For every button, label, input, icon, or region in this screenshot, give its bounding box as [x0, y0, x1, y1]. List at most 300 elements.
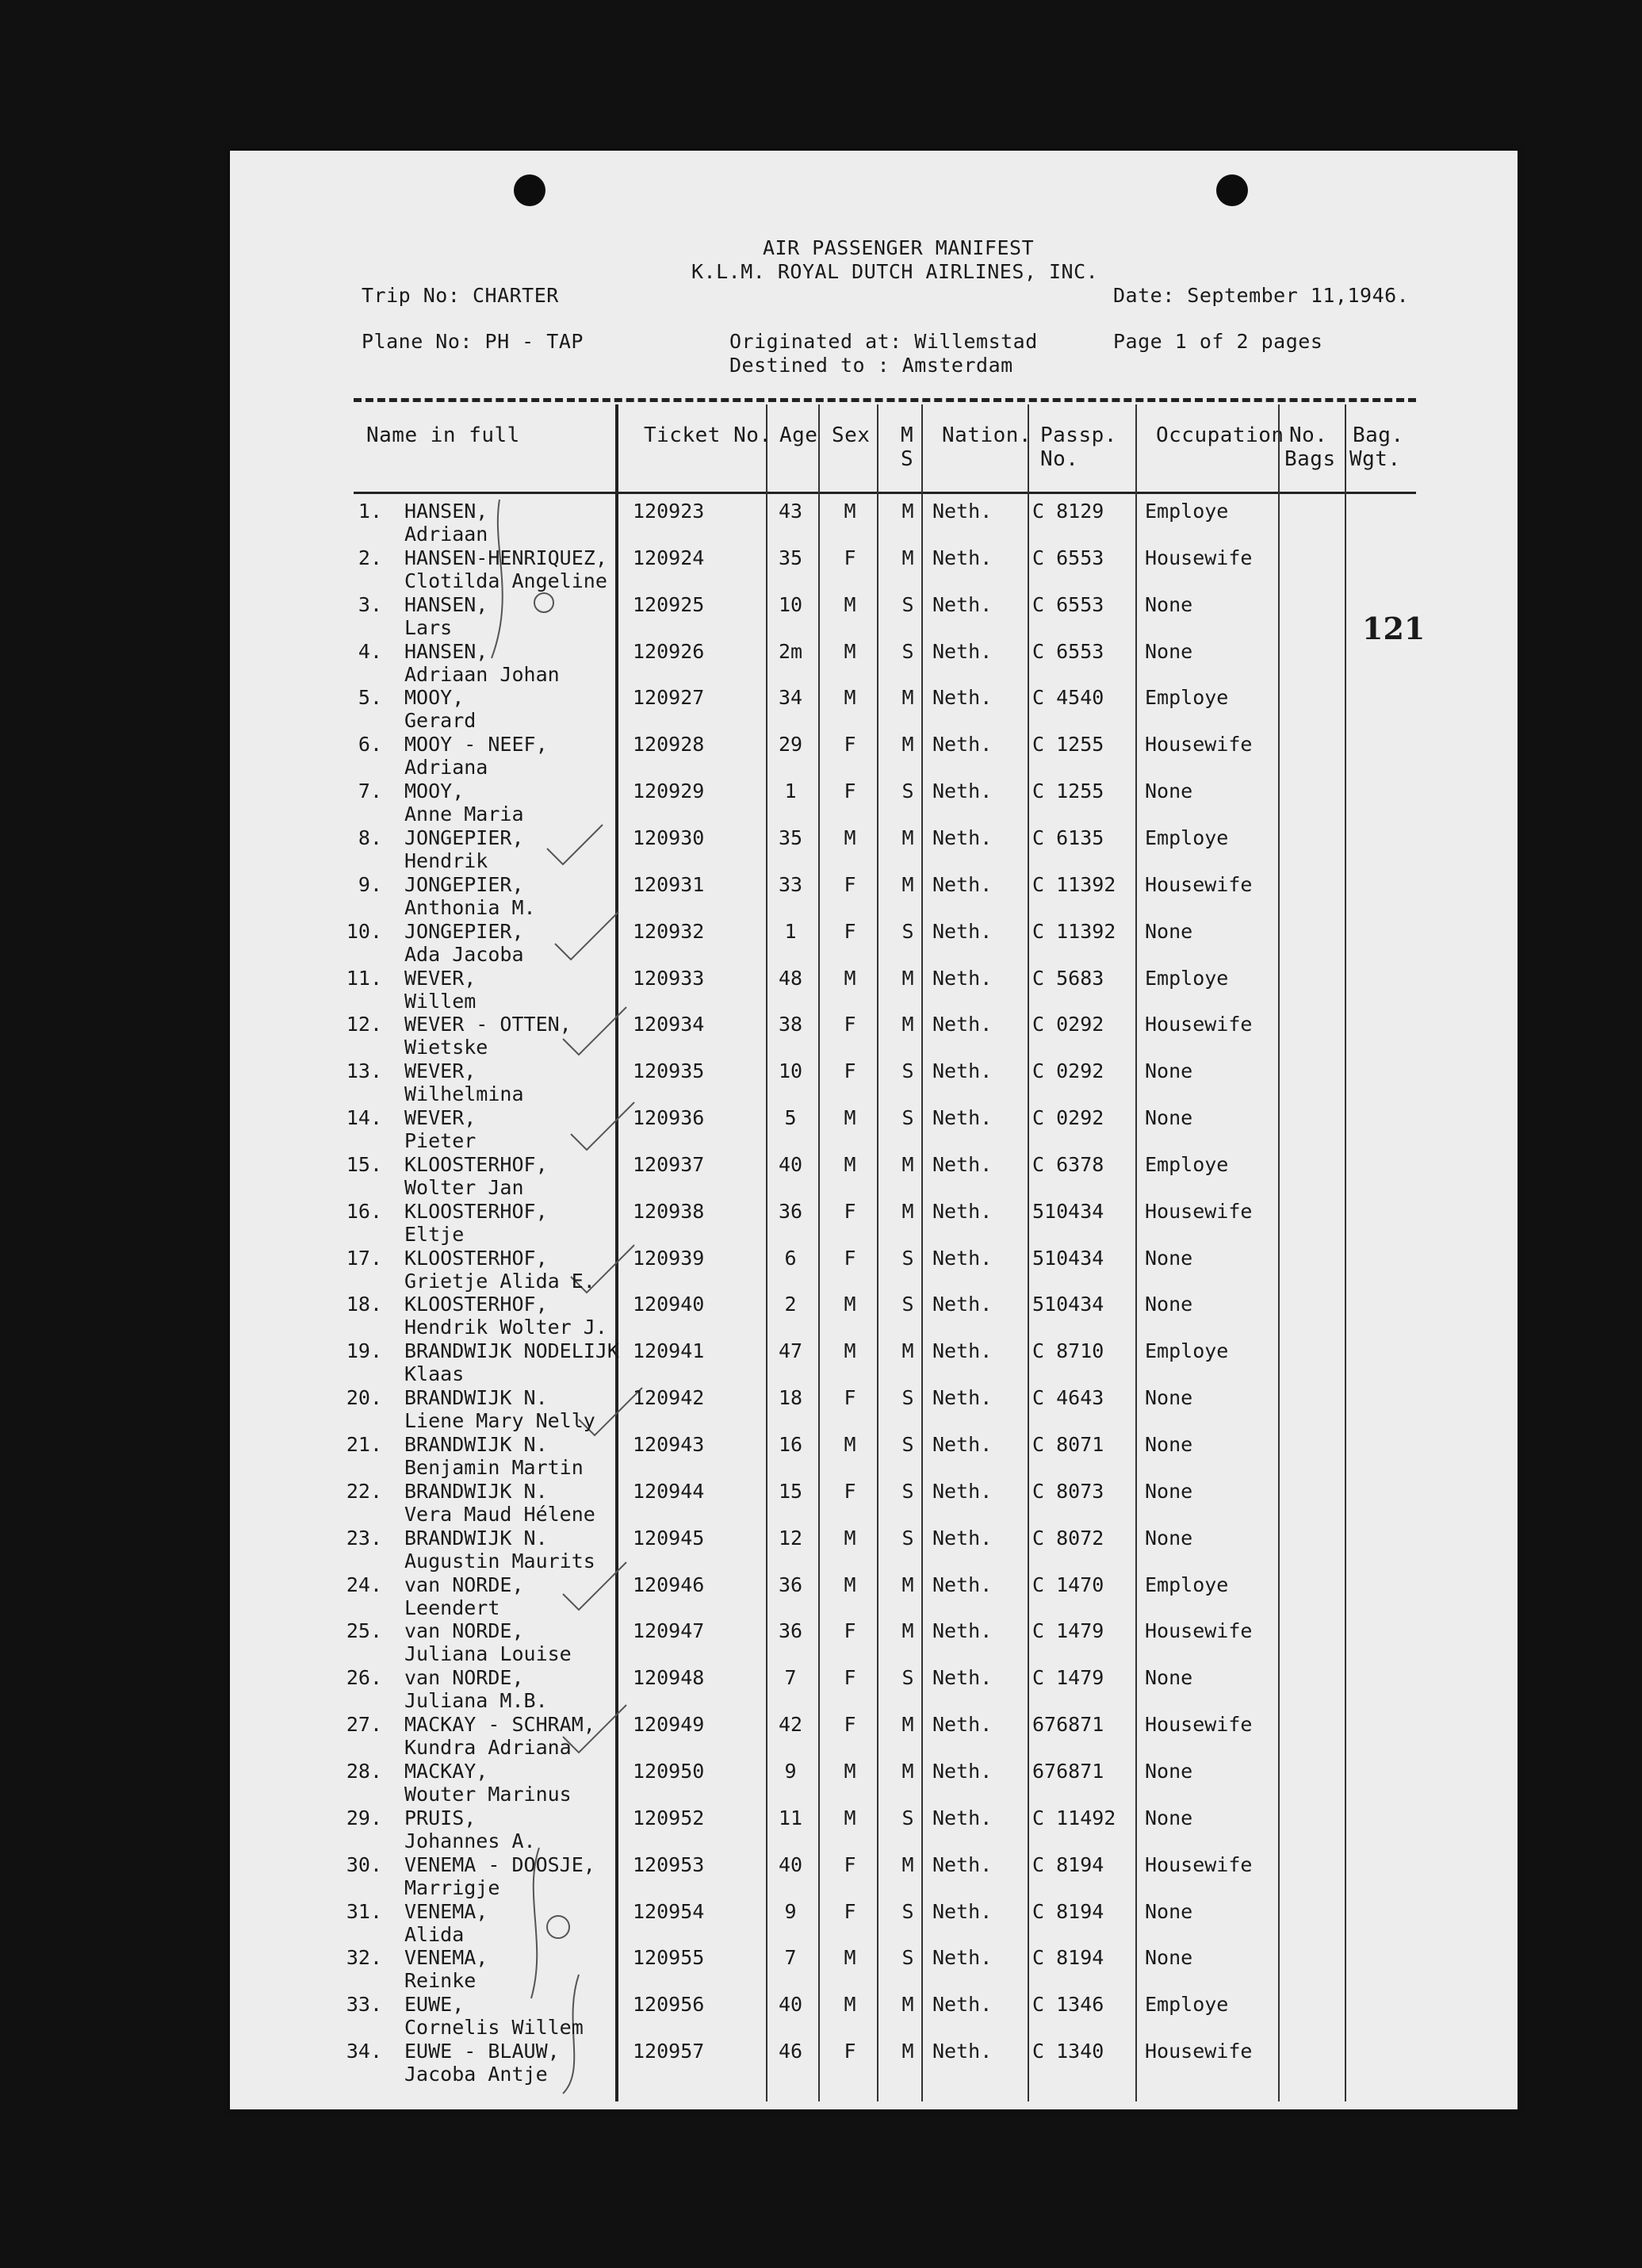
passenger-age: 40: [778, 1852, 803, 1876]
passenger-given-names: Ada Jacoba: [404, 942, 524, 966]
row-number: 15.: [346, 1152, 382, 1176]
passenger-surname: BRANDWIJK N.: [404, 1526, 548, 1550]
marital-status: M: [901, 826, 914, 849]
passenger-given-names: Liene Mary Nelly: [404, 1409, 595, 1433]
marital-status: M: [901, 1852, 914, 1876]
passenger-sex: M: [844, 1152, 856, 1176]
nationality: Neth.: [932, 686, 993, 710]
marital-status: M: [901, 546, 914, 569]
table-row: [230, 826, 1518, 873]
row-number: 2.: [358, 546, 382, 569]
occupation: Housewife: [1145, 1619, 1253, 1643]
ticket-number: 120950: [633, 1759, 705, 1783]
passenger-given-names: Leendert: [404, 1596, 500, 1619]
marital-status: M: [901, 1339, 914, 1363]
passenger-age: 40: [778, 1152, 803, 1176]
col-header-name: Name in full: [366, 423, 520, 447]
row-number: 25.: [346, 1619, 382, 1643]
table-row: [230, 1946, 1518, 1993]
nationality: Neth.: [932, 1619, 993, 1643]
passenger-age: 2m: [778, 639, 803, 663]
passport-number: C 11392: [1032, 919, 1116, 943]
passenger-surname: WEVER - OTTEN,: [404, 1013, 572, 1036]
passenger-surname: HANSEN,: [404, 639, 488, 663]
row-number: 16.: [346, 1199, 382, 1223]
table-row: [230, 1013, 1518, 1059]
passport-number: C 8194: [1032, 1946, 1104, 1970]
nationality: Neth.: [932, 1246, 993, 1270]
table-row: [230, 1200, 1518, 1247]
marital-status: S: [901, 639, 914, 663]
table-row: [230, 1900, 1518, 1947]
marital-status: M: [901, 1199, 914, 1223]
passenger-surname: JONGEPIER,: [404, 919, 524, 943]
passenger-given-names: Jacoba Antje: [404, 2063, 548, 2086]
ticket-number: 120940: [633, 1293, 705, 1316]
airline-name: K.L.M. ROYAL DUTCH AIRLINES, INC.: [691, 260, 1099, 283]
passenger-given-names: Grietje Alida E.: [404, 1269, 595, 1293]
row-number: 7.: [358, 780, 382, 803]
passenger-surname: EUWE - BLAUW,: [404, 2040, 560, 2063]
ticket-number: 120934: [633, 1013, 705, 1036]
passenger-age: 15: [778, 1479, 803, 1503]
marital-status: M: [901, 872, 914, 896]
passport-number: C 11492: [1032, 1806, 1116, 1829]
passenger-given-names: Clotilda Angeline: [404, 569, 607, 592]
passenger-age: 35: [778, 826, 803, 849]
occupation: None: [1145, 1806, 1193, 1829]
occupation: Housewife: [1145, 2040, 1253, 2063]
passenger-sex: F: [844, 1666, 856, 1690]
marital-status: S: [901, 1433, 914, 1456]
passenger-given-names: Wilhelmina: [404, 1082, 524, 1106]
passenger-sex: M: [844, 1526, 856, 1550]
passenger-surname: PRUIS,: [404, 1806, 477, 1829]
nationality: Neth.: [932, 1946, 993, 1970]
passenger-age: 9: [784, 1899, 797, 1923]
passenger-sex: F: [844, 2040, 856, 2063]
passenger-age: 10: [778, 1059, 803, 1083]
passenger-age: 36: [778, 1199, 803, 1223]
occupation: None: [1145, 780, 1193, 803]
nationality: Neth.: [932, 1899, 993, 1923]
passenger-sex: M: [844, 966, 856, 990]
passport-number: C 1470: [1032, 1573, 1104, 1596]
passenger-surname: VENEMA - DOOSJE,: [404, 1852, 595, 1876]
ticket-number: 120953: [633, 1852, 705, 1876]
nationality: Neth.: [932, 1993, 993, 2017]
table-row: [230, 1760, 1518, 1806]
passenger-given-names: Reinke: [404, 1969, 477, 1993]
passenger-sex: F: [844, 1059, 856, 1083]
nationality: Neth.: [932, 826, 993, 849]
table-row: [230, 733, 1518, 780]
col-header-passport-no: No.: [1040, 447, 1079, 471]
passenger-given-names: Adriaan: [404, 523, 488, 546]
nationality: Neth.: [932, 1199, 993, 1223]
table-row: [230, 1619, 1518, 1666]
marital-status: S: [901, 592, 914, 616]
table-row: [230, 1713, 1518, 1760]
passenger-given-names: Anthonia M.: [404, 895, 536, 919]
passenger-sex: M: [844, 1106, 856, 1130]
ticket-number: 120956: [633, 1993, 705, 2017]
passenger-given-names: Wietske: [404, 1036, 488, 1059]
occupation: Housewife: [1145, 1713, 1253, 1737]
passenger-age: 6: [784, 1246, 797, 1270]
passenger-given-names: Adriaan Johan: [404, 662, 560, 686]
passport-number: 510434: [1032, 1293, 1104, 1316]
nationality: Neth.: [932, 1713, 993, 1737]
passenger-surname: JONGEPIER,: [404, 872, 524, 896]
handwritten-number: 121: [1362, 611, 1426, 646]
ticket-number: 120928: [633, 733, 705, 757]
nationality: Neth.: [932, 733, 993, 757]
marital-status: S: [901, 780, 914, 803]
passport-number: C 6135: [1032, 826, 1104, 849]
occupation: None: [1145, 1059, 1193, 1083]
origin: Originated at: Willemstad: [729, 330, 1038, 353]
row-number: 22.: [346, 1479, 382, 1503]
passenger-sex: M: [844, 1993, 856, 2017]
trip-number: Trip No: CHARTER: [362, 284, 559, 307]
passenger-surname: van NORDE,: [404, 1619, 524, 1643]
passenger-surname: EUWE,: [404, 1993, 465, 2017]
passenger-age: 1: [784, 780, 797, 803]
col-header-occupation: Occupation: [1156, 423, 1284, 447]
manifest-title: AIR PASSENGER MANIFEST: [763, 236, 1035, 259]
ticket-number: 120930: [633, 826, 705, 849]
marital-status: S: [901, 1806, 914, 1829]
table-row: [230, 967, 1518, 1013]
passenger-age: 36: [778, 1573, 803, 1596]
passenger-sex: M: [844, 639, 856, 663]
row-number: 33.: [346, 1993, 382, 2017]
passenger-given-names: Adriana: [404, 756, 488, 780]
nationality: Neth.: [932, 1293, 993, 1316]
row-number: 19.: [346, 1339, 382, 1363]
passenger-given-names: Marrigje: [404, 1875, 500, 1899]
passenger-surname: KLOOSTERHOF,: [404, 1246, 548, 1270]
passenger-age: 42: [778, 1713, 803, 1737]
destination: Destined to : Amsterdam: [729, 354, 1013, 377]
occupation: None: [1145, 1759, 1193, 1783]
passenger-surname: WEVER,: [404, 1059, 477, 1083]
row-number: 30.: [346, 1852, 382, 1876]
occupation: None: [1145, 1479, 1193, 1503]
col-header-bag-weight: Bag.: [1353, 423, 1404, 447]
nationality: Neth.: [932, 592, 993, 616]
marital-status: S: [901, 1246, 914, 1270]
occupation: Employe: [1145, 686, 1229, 710]
passport-number: C 1479: [1032, 1666, 1104, 1690]
passport-number: C 11392: [1032, 872, 1116, 896]
passenger-sex: F: [844, 919, 856, 943]
ticket-number: 120946: [633, 1573, 705, 1596]
passport-number: C 1255: [1032, 780, 1104, 803]
passenger-surname: KLOOSTERHOF,: [404, 1152, 548, 1176]
ticket-number: 120935: [633, 1059, 705, 1083]
table-row: [230, 1993, 1518, 2040]
nationality: Neth.: [932, 966, 993, 990]
passenger-sex: F: [844, 1386, 856, 1410]
passenger-surname: MOOY,: [404, 686, 465, 710]
row-number: 8.: [358, 826, 382, 849]
ticket-number: 120954: [633, 1899, 705, 1923]
page-info: Page 1 of 2 pages: [1113, 330, 1323, 353]
passenger-surname: KLOOSTERHOF,: [404, 1199, 548, 1223]
passenger-given-names: Gerard: [404, 709, 477, 733]
passenger-age: 34: [778, 686, 803, 710]
row-number: 14.: [346, 1106, 382, 1130]
ticket-number: 120938: [633, 1199, 705, 1223]
passenger-sex: F: [844, 1479, 856, 1503]
nationality: Neth.: [932, 1806, 993, 1829]
passenger-age: 43: [778, 500, 803, 523]
passenger-age: 47: [778, 1339, 803, 1363]
passenger-age: 18: [778, 1386, 803, 1410]
table-row: [230, 1293, 1518, 1339]
passport-number: 510434: [1032, 1199, 1104, 1223]
occupation: None: [1145, 1246, 1193, 1270]
col-header-bag-weight-wgt: Wgt.: [1349, 447, 1401, 471]
nationality: Neth.: [932, 1433, 993, 1456]
passenger-given-names: Juliana M.B.: [404, 1689, 548, 1713]
passenger-sex: M: [844, 1946, 856, 1970]
passport-number: C 6553: [1032, 639, 1104, 663]
col-header-ms-m: M: [901, 423, 914, 447]
ticket-number: 120927: [633, 686, 705, 710]
row-number: 34.: [346, 2040, 382, 2063]
occupation: Housewife: [1145, 546, 1253, 569]
ticket-number: 120949: [633, 1713, 705, 1737]
passport-number: C 1340: [1032, 2040, 1104, 2063]
marital-status: M: [901, 1013, 914, 1036]
table-row: [230, 1386, 1518, 1433]
row-number: 9.: [358, 872, 382, 896]
passenger-sex: M: [844, 1433, 856, 1456]
table-row: [230, 780, 1518, 826]
passenger-surname: BRANDWIJK N.: [404, 1479, 548, 1503]
ticket-number: 120925: [633, 592, 705, 616]
table-row: [230, 593, 1518, 640]
passport-number: C 5683: [1032, 966, 1104, 990]
passenger-sex: M: [844, 1339, 856, 1363]
row-number: 28.: [346, 1759, 382, 1783]
nationality: Neth.: [932, 2040, 993, 2063]
nationality: Neth.: [932, 1573, 993, 1596]
marital-status: M: [901, 1993, 914, 2017]
passenger-sex: F: [844, 546, 856, 569]
nationality: Neth.: [932, 1106, 993, 1130]
nationality: Neth.: [932, 1152, 993, 1176]
passport-number: C 1255: [1032, 733, 1104, 757]
passenger-sex: M: [844, 592, 856, 616]
occupation: Housewife: [1145, 733, 1253, 757]
nationality: Neth.: [932, 919, 993, 943]
passenger-sex: F: [844, 1899, 856, 1923]
table-row: [230, 2040, 1518, 2086]
nationality: Neth.: [932, 500, 993, 523]
table-row: [230, 873, 1518, 920]
passport-number: C 8071: [1032, 1433, 1104, 1456]
marital-status: S: [901, 1386, 914, 1410]
passenger-given-names: Hendrik: [404, 849, 488, 872]
passport-number: 510434: [1032, 1246, 1104, 1270]
table-row: [230, 686, 1518, 733]
marital-status: S: [901, 919, 914, 943]
passenger-surname: WEVER,: [404, 966, 477, 990]
passenger-given-names: Juliana Louise: [404, 1642, 572, 1666]
passport-number: C 4540: [1032, 686, 1104, 710]
marital-status: S: [901, 1946, 914, 1970]
passenger-surname: MOOY - NEEF,: [404, 733, 548, 757]
ticket-number: 120945: [633, 1526, 705, 1550]
occupation: None: [1145, 639, 1193, 663]
passenger-age: 29: [778, 733, 803, 757]
occupation: Housewife: [1145, 1199, 1253, 1223]
passport-number: C 8194: [1032, 1899, 1104, 1923]
passenger-age: 7: [784, 1946, 797, 1970]
row-number: 13.: [346, 1059, 382, 1083]
col-header-ms-s: S: [901, 447, 914, 471]
table-row: [230, 1806, 1518, 1853]
occupation: Housewife: [1145, 872, 1253, 896]
ticket-number: 120929: [633, 780, 705, 803]
row-number: 18.: [346, 1293, 382, 1316]
ticket-number: 120939: [633, 1246, 705, 1270]
occupation: None: [1145, 1526, 1193, 1550]
marital-status: M: [901, 1713, 914, 1737]
passenger-given-names: Cornelis Willem: [404, 2016, 584, 2040]
passenger-given-names: Vera Maud Hélene: [404, 1502, 595, 1526]
nationality: Neth.: [932, 639, 993, 663]
table-row: [230, 640, 1518, 687]
passenger-surname: MACKAY - SCHRAM,: [404, 1713, 595, 1737]
passenger-given-names: Alida: [404, 1922, 465, 1946]
passenger-surname: BRANDWIJK N.: [404, 1433, 548, 1456]
nationality: Neth.: [932, 1526, 993, 1550]
row-number: 11.: [346, 966, 382, 990]
passenger-given-names: Lars: [404, 615, 453, 639]
table-row: [230, 1059, 1518, 1106]
row-number: 12.: [346, 1013, 382, 1036]
col-header-ticket: Ticket No.: [644, 423, 772, 447]
passport-number: 676871: [1032, 1713, 1104, 1737]
passenger-given-names: Johannes A.: [404, 1829, 536, 1852]
passenger-age: 10: [778, 592, 803, 616]
row-number: 3.: [358, 592, 382, 616]
marital-status: S: [901, 1479, 914, 1503]
passenger-surname: BRANDWIJK N.: [404, 1386, 548, 1410]
passenger-sex: M: [844, 1573, 856, 1596]
passenger-surname: VENEMA,: [404, 1946, 488, 1970]
passenger-age: 33: [778, 872, 803, 896]
ticket-number: 120957: [633, 2040, 705, 2063]
passenger-sex: F: [844, 780, 856, 803]
passport-number: C 6553: [1032, 592, 1104, 616]
marital-status: M: [901, 966, 914, 990]
occupation: Employe: [1145, 1573, 1229, 1596]
passport-number: C 8194: [1032, 1852, 1104, 1876]
passenger-surname: HANSEN,: [404, 500, 488, 523]
marital-status: M: [901, 2040, 914, 2063]
marital-status: M: [901, 733, 914, 757]
passenger-sex: M: [844, 1759, 856, 1783]
occupation: Employe: [1145, 1993, 1229, 2017]
table-row: [230, 546, 1518, 593]
passenger-surname: van NORDE,: [404, 1666, 524, 1690]
passport-number: C 8129: [1032, 500, 1104, 523]
table-row: [230, 1573, 1518, 1620]
row-number: 10.: [346, 919, 382, 943]
passenger-given-names: Wolter Jan: [404, 1175, 524, 1199]
passenger-age: 38: [778, 1013, 803, 1036]
marital-status: S: [901, 1526, 914, 1550]
passenger-sex: M: [844, 686, 856, 710]
passenger-given-names: Pieter: [404, 1129, 477, 1153]
marital-status: M: [901, 1573, 914, 1596]
passenger-surname: van NORDE,: [404, 1573, 524, 1596]
occupation: Housewife: [1145, 1852, 1253, 1876]
occupation: None: [1145, 592, 1193, 616]
passenger-surname: BRANDWIJK NODELIJK: [404, 1339, 619, 1363]
table-row: [230, 1853, 1518, 1900]
marital-status: S: [901, 1293, 914, 1316]
ticket-number: 120948: [633, 1666, 705, 1690]
row-number: 31.: [346, 1899, 382, 1923]
passenger-given-names: Wouter Marinus: [404, 1782, 572, 1806]
nationality: Neth.: [932, 1339, 993, 1363]
passenger-given-names: Klaas: [404, 1362, 465, 1386]
manifest-date: Date: September 11,1946.: [1113, 284, 1410, 307]
nationality: Neth.: [932, 1852, 993, 1876]
ticket-number: 120923: [633, 500, 705, 523]
table-row: [230, 920, 1518, 967]
row-number: 1.: [358, 500, 382, 523]
ticket-number: 120937: [633, 1152, 705, 1176]
nationality: Neth.: [932, 1059, 993, 1083]
passport-number: C 8710: [1032, 1339, 1104, 1363]
occupation: None: [1145, 1899, 1193, 1923]
passenger-given-names: Benjamin Martin: [404, 1456, 584, 1479]
manifest-sheet: [230, 151, 1518, 2109]
passport-number: C 8072: [1032, 1526, 1104, 1550]
marital-status: M: [901, 500, 914, 523]
col-header-passport: Passp.: [1040, 423, 1117, 447]
passenger-sex: M: [844, 1806, 856, 1829]
marital-status: M: [901, 686, 914, 710]
row-number: 23.: [346, 1526, 382, 1550]
ticket-number: 120932: [633, 919, 705, 943]
marital-status: M: [901, 1759, 914, 1783]
passenger-age: 48: [778, 966, 803, 990]
occupation: None: [1145, 1386, 1193, 1410]
table-row: [230, 1666, 1518, 1713]
passenger-given-names: Hendrik Wolter J.: [404, 1316, 607, 1339]
ticket-number: 120931: [633, 872, 705, 896]
occupation: Housewife: [1145, 1013, 1253, 1036]
passenger-age: 7: [784, 1666, 797, 1690]
row-number: 26.: [346, 1666, 382, 1690]
passenger-surname: MOOY,: [404, 780, 465, 803]
row-number: 21.: [346, 1433, 382, 1456]
nationality: Neth.: [932, 872, 993, 896]
row-number: 32.: [346, 1946, 382, 1970]
row-number: 4.: [358, 639, 382, 663]
marital-status: M: [901, 1619, 914, 1643]
occupation: Employe: [1145, 1339, 1229, 1363]
